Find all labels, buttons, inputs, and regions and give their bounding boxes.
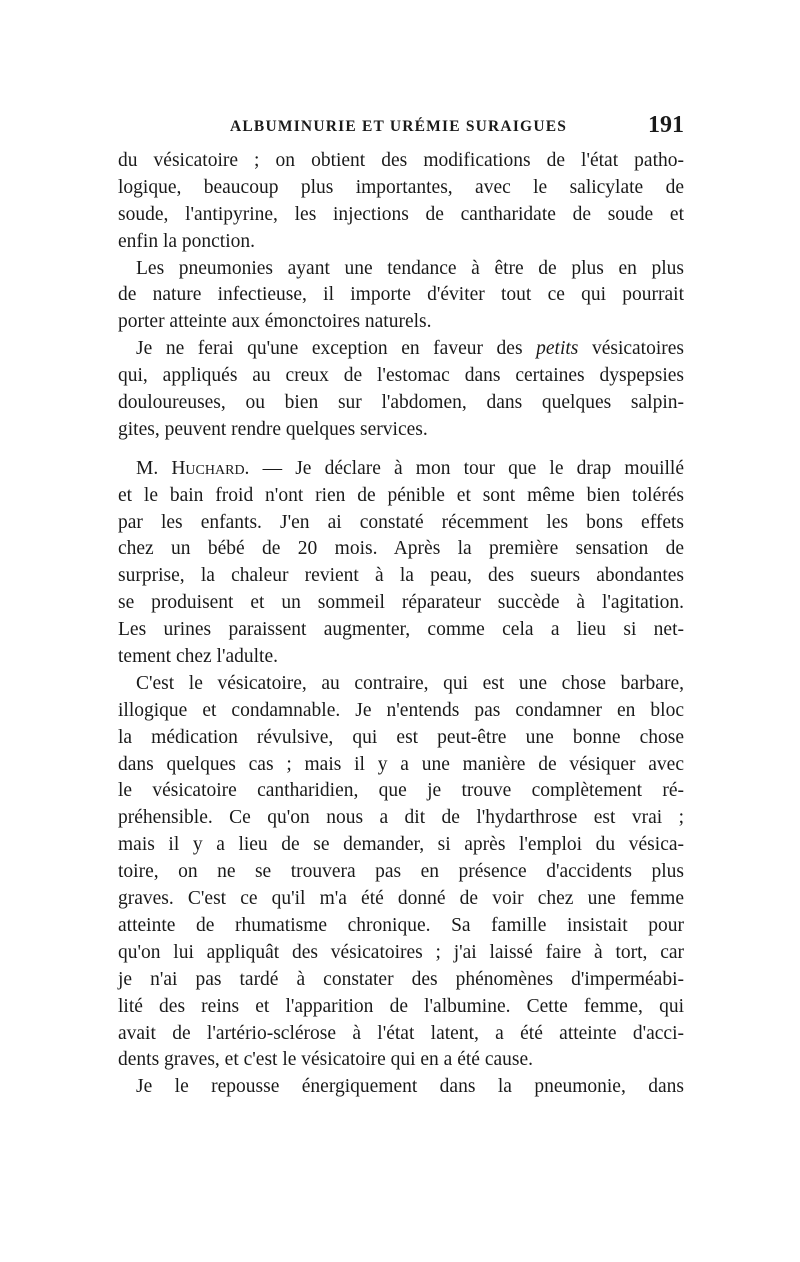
text-line: le vésicatoire cantharidien, que je trouve complètement ré-: [118, 780, 684, 802]
paragraph-6: [118, 1074, 684, 1101]
page-number: 191: [648, 112, 684, 138]
text-line: avait de l'artério-sclérose à l'état latent, a été atteinte d'acci-: [118, 1022, 684, 1044]
text-line: de nature infectieuse, il importe d'éviter tout ce qui pourrait: [118, 284, 684, 306]
speaker-name: M. Huchard.: [136, 457, 250, 479]
paragraph-gap: [118, 444, 684, 456]
text-line: porter atteinte aux émonctoires naturels.: [118, 311, 432, 333]
text-line: toire, on ne se trouvera pas en présence d'accidents plus: [118, 861, 684, 883]
text-line: dents graves, et c'est le vésicatoire qui en a été cause.: [118, 1049, 533, 1071]
text-run: vésicatoires: [578, 338, 685, 360]
body-text: [118, 148, 684, 1101]
text-line: soude, l'antipyrine, les injections de cantharidate de soude et: [118, 203, 684, 225]
text-line: mais il y a lieu de se demander, si après l'emploi du vésica-: [118, 834, 684, 856]
text-line: surprise, la chaleur revient à la peau, des sueurs abondantes: [118, 565, 684, 587]
paragraph-1: [118, 148, 684, 256]
text-line: qu'on lui appliquât des vésicatoires ; j'ai laissé faire à tort, car: [118, 941, 684, 963]
text-line: du vésicatoire ; on obtient des modifications de l'état patho-: [118, 150, 684, 171]
text-line: par les enfants. J'en ai constaté récemment les bons effets: [118, 511, 684, 533]
paragraph-2: [118, 256, 684, 337]
paragraph-5: [118, 671, 684, 1074]
running-header: [118, 112, 686, 142]
text-run: Je ne ferai qu'une exception en faveur des: [136, 338, 537, 360]
text-line: atteinte de rhumatisme chronique. Sa famille insistait pour: [118, 914, 684, 936]
running-title: ALBUMINURIE ET URÉMIE SURAIGUES: [230, 118, 568, 135]
text-line: lité des reins et l'apparition de l'albumine. Cette femme, qui: [118, 995, 684, 1017]
italic-word: petits: [536, 338, 579, 360]
text-line: [118, 336, 684, 363]
paragraph-4: [118, 456, 684, 671]
text-line: douloureuses, ou bien sur l'abdomen, dans quelques salpin-: [118, 392, 684, 414]
text-line: logique, beaucoup plus importantes, avec le salicylate de: [118, 176, 684, 198]
paragraph-3: [118, 336, 684, 444]
text-line: se produisent et un sommeil réparateur succède à l'agitation.: [118, 592, 684, 614]
text-line: qui, appliqués au creux de l'estomac dans certaines dyspepsies: [118, 365, 684, 387]
text-line: tement chez l'adulte.: [118, 646, 278, 668]
text-line: Les pneumonies ayant une tendance à être de plus en plus: [136, 257, 684, 279]
text-line: la médication révulsive, qui est peut-être une bonne chose: [118, 726, 684, 748]
text-line: préhensible. Ce qu'on nous a dit de l'hydarthrose est vrai ;: [118, 807, 684, 829]
text-line: C'est le vésicatoire, au contraire, qui est une chose barbare,: [136, 672, 684, 694]
text-line: Les urines paraissent augmenter, comme cela a lieu si net-: [118, 619, 684, 641]
text-line: chez un bébé de 20 mois. Après la première sensation de: [118, 538, 684, 560]
text-line: et le bain froid n'ont rien de pénible et sont même bien tolérés: [118, 484, 684, 506]
text-line: je n'ai pas tardé à constater des phénomènes d'imperméabi-: [118, 968, 684, 990]
text-line: illogique et condamnable. Je n'entends pas condamner en bloc: [118, 699, 684, 721]
text-line: gites, peuvent rendre quelques services.: [118, 418, 428, 440]
text-line: dans quelques cas ; mais il y a une manière de vésiquer avec: [118, 753, 684, 775]
text-line: enfin la ponction.: [118, 230, 256, 252]
text-line: Je le repousse énergiquement dans la pneumonie, dans: [136, 1076, 684, 1098]
text-line: graves. C'est ce qu'il m'a été donné de voir chez une femme: [118, 888, 684, 910]
text-line: [118, 456, 684, 483]
text-run: — Je déclare à mon tour que le drap mouillé: [249, 457, 684, 479]
